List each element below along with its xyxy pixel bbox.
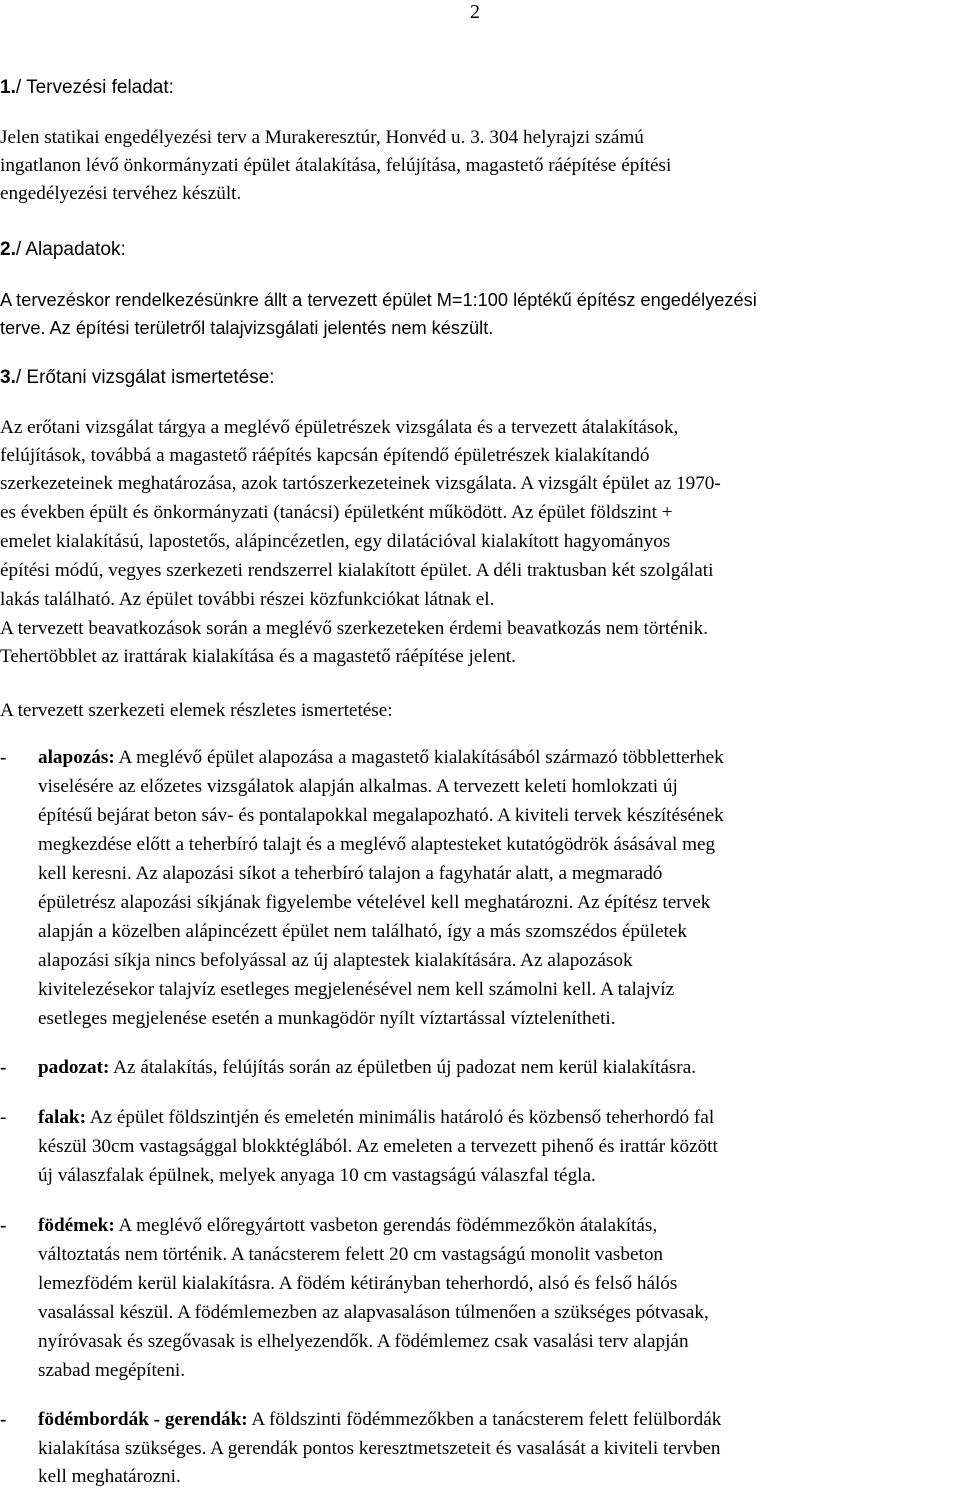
list-item-line: kell keresni. Az alapozási síkot a teherbíró talajon a fagyhatár alatt, a megmaradó xyxy=(38,863,663,884)
section-1-title: / Tervezési feladat: xyxy=(15,77,174,98)
section-3-line: es években épült és önkormányzati (tanácsi) épületként működött. Az épület földszint + xyxy=(0,502,673,523)
list-dash: - xyxy=(0,1057,7,1078)
list-dash: - xyxy=(0,1409,7,1430)
list-item-line: készül 30cm vastagsággal blokktéglából. Az emeleten a tervezett pihenő és irattár között xyxy=(38,1136,718,1157)
list-item-first-line xyxy=(38,1106,714,1130)
list-item-line: vasalással készül. A födémlemezben az alapvasaláson túlmenően a szükséges pótvasak, xyxy=(38,1302,709,1323)
section-3-line: szerkezeteinek meghatározása, azok tartószerkezeteinek vizsgálata. A vizsgált épület az 1970- xyxy=(0,473,721,494)
section-2-line: terve. Az építési területről talajvizsgálati jelentés nem készült. xyxy=(0,318,494,338)
section-2-number: 2. xyxy=(0,239,16,260)
section-3-line: lakás található. Az épület további részei közfunkciókat látnak el. xyxy=(0,589,495,610)
section-3-subheading: A tervezett szerkezeti elemek részletes ismertetése: xyxy=(0,700,393,721)
list-item-text: Az épület földszintjén és emeletén minimális határoló és közbenső teherhordó fal xyxy=(85,1107,715,1128)
list-item-line: szabad megépíteni. xyxy=(38,1360,186,1381)
list-item-line: esetleges megjelenése esetén a munkagödör nyílt víztartással víztelenítheti. xyxy=(38,1008,616,1029)
section-3-title: / Erőtani vizsgálat ismertetése: xyxy=(15,367,275,388)
list-item-line: viselésére az előzetes vizsgálatok alapján alkalmas. A tervezett keleti homlokzati új xyxy=(38,776,678,797)
list-item-first-line xyxy=(38,1408,721,1432)
list-item-line: megkezdése előtt a teherbíró talajt és a meglévő alaptesteket kutatógödrök ásásával meg xyxy=(38,834,716,855)
list-dash: - xyxy=(0,1215,7,1236)
list-item-line: alapozási síkja nincs befolyással az új alaptestek kialakítására. Az alapozások xyxy=(38,950,633,971)
section-3-heading xyxy=(0,366,275,390)
section-3-line: Az erőtani vizsgálat tárgya a meglévő épületrészek vizsgálata és a tervezett átalakítások, xyxy=(0,417,679,438)
list-item-line: kivitelezésekor talajvíz esetleges megjelenésével nem kell számolni kell. A talajvíz xyxy=(38,979,675,1000)
list-item-line: változtatás nem történik. A tanácsterem felett 20 cm vastagságú monolit vasbeton xyxy=(38,1244,664,1265)
list-item-text: A földszinti födémmezőkben a tanácsterem felett felülbordák xyxy=(247,1409,722,1430)
list-item-line: nyíróvasak és szegővasak is elhelyezendők. A födémlemez csak vasalási terv alapján xyxy=(38,1331,689,1352)
list-item-line: alapján a közelben alápincézett épület nem található, így a más szomszédos épületek xyxy=(38,921,687,942)
section-3-line: A tervezett beavatkozások során a meglévő szerkezeteken érdemi beavatkozás nem történik. xyxy=(0,618,709,639)
section-3-line: építési módú, vegyes szerkezeti rendszerrel kialakított épület. A déli traktusban két szolgálati xyxy=(0,560,714,581)
section-1-line: engedélyezési tervéhez készült. xyxy=(0,183,242,204)
list-item-first-line xyxy=(38,746,724,770)
list-item-term: alapozás: xyxy=(38,747,115,768)
list-item-term: falak: xyxy=(38,1107,86,1128)
list-item-term: padozat: xyxy=(38,1057,110,1078)
list-item-text: A meglévő épület alapozása a magastető kialakításából származó többletterhek xyxy=(114,747,724,768)
list-item-term: födémbordák - gerendák: xyxy=(38,1409,248,1430)
list-item-text: A meglévő előregyártott vasbeton gerendás födémmezőkön átalakítás, xyxy=(114,1215,658,1236)
list-item-first-line xyxy=(38,1056,696,1080)
section-2-title: / Alapadatok: xyxy=(15,239,126,260)
list-item-first-line xyxy=(38,1214,657,1238)
list-item-line: építésű bejárat beton sáv- és pontalapokkal megalapozható. A kiviteli tervek készítésének xyxy=(38,805,724,826)
page-number: 2 xyxy=(470,1,480,23)
section-2-heading xyxy=(0,238,126,262)
section-1-line: Jelen statikai engedélyezési terv a Murakeresztúr, Honvéd u. 3. 304 helyrajzi számú xyxy=(0,127,644,148)
section-1-heading xyxy=(0,76,174,100)
list-item-line: lemezfödém kerül kialakításra. A födém kétirányban teherhordó, alsó és felső hálós xyxy=(38,1273,678,1294)
list-dash: - xyxy=(0,1107,7,1128)
section-3-line: emelet kialakítású, lapostetős, alápincézetlen, egy dilatációval kialakított hagyományos xyxy=(0,531,671,552)
list-item-text: Az átalakítás, felújítás során az épületben új padozat nem kerül kialakításra. xyxy=(109,1057,697,1078)
list-item-line: épületrész alapozási síkjának figyelembe vételével kell meghatározni. Az építész tervek xyxy=(38,892,711,913)
list-dash: - xyxy=(0,747,7,768)
list-item-line: kell meghatározni. xyxy=(38,1466,181,1487)
list-item-line: új válaszfalak épülnek, melyek anyaga 10 cm vastagságú válaszfal tégla. xyxy=(38,1165,596,1186)
section-3-line: felújítások, továbbá a magastető ráépítés kapcsán építendő épületrészek kialakítandó xyxy=(0,445,650,466)
section-3-number: 3. xyxy=(0,367,16,388)
section-2-line: A tervezéskor rendelkezésünkre állt a tervezett épület M=1:100 léptékű építész engedélyezési xyxy=(0,290,757,310)
list-item-line: kialakítása szükséges. A gerendák pontos keresztmetszeteit és vasalását a kiviteli tervben xyxy=(38,1438,721,1459)
section-1-line: ingatlanon lévő önkormányzati épület átalakítása, felújítása, magastető ráépítése építési xyxy=(0,155,672,176)
section-3-line: Tehertöbblet az irattárak kialakítása és a magastető ráépítése jelent. xyxy=(0,646,516,667)
section-1-number: 1. xyxy=(0,77,16,98)
list-item-term: födémek: xyxy=(38,1215,115,1236)
